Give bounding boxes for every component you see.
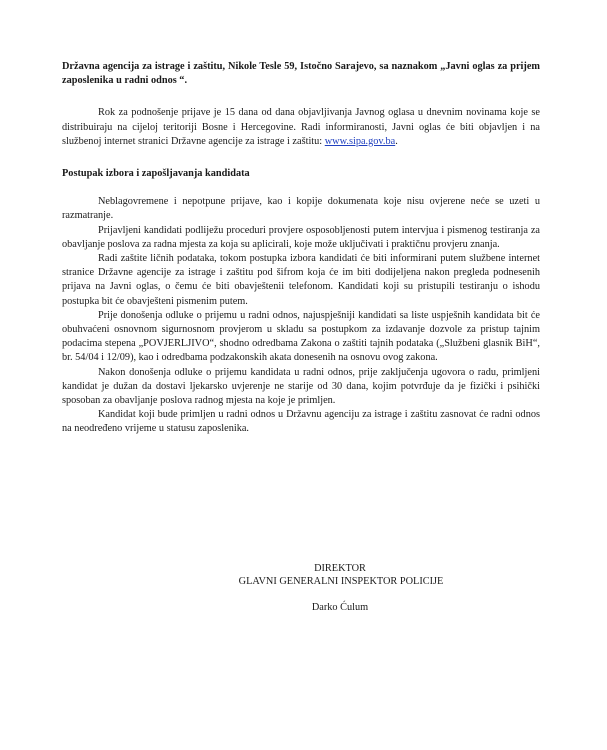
signature-subtitle: GLAVNI GENERALNI INSPEKTOR POLICIJE (238, 576, 444, 587)
deadline-paragraph (62, 106, 540, 149)
spacer (62, 181, 540, 195)
paragraph-data-protection: Radi zaštite ličnih podataka, tokom postupka izbora kandidati će biti informirani putem službene internet stranice Državne agencije za istrage i zaštitu pod šifrom koja će im biti dodijeljena nakon pregleda podnesenih prijava na Javni oglas, o čemu će biti obavještenii telefonom. Kandidati koji su pristupili testiranju o ishodu postupka bit će obavješteni pismenim putem. (62, 253, 540, 307)
agency-address-line: Državna agencija za istrage i zaštitu, Nikole Tesle 59, Istočno Sarajevo, sa naznakom „Javni oglas za prijem zaposlenika u radni odnos “. (62, 61, 540, 87)
deadline-after-link: . (395, 135, 398, 147)
paragraph-incomplete-applications: Neblagovremene i nepotpune prijave, kao i kopije dokumenata koje nisu ovjerene neće se uzeti u razmatranje. (62, 196, 540, 222)
section-heading: Postupak izbora i zapošljavanja kandidata (62, 168, 250, 180)
paragraph-medical-certificate: Nakon donošenja odluke o prijemu kandidata u radni odnos, prije zaključenja ugovora o radu, primljeni kandidat je dužan da dostavi ljekarsko uvjerenje ne starije od 30 dana, kojim potvrđuje da je fizički i psihički sposoban za obavljanje poslova radnog mjesta na koje je primljen. (62, 366, 540, 407)
spacer (62, 149, 540, 167)
sipa-website-link[interactable]: www.sipa.gov.ba (324, 135, 396, 147)
deadline-text: Rok za podnošenje prijave je 15 dana od dana objavljivanja Javnog oglasa u dnevnim novinama koje se distribuiraju na cijeloj teritoriji Bosne i Hercegovine. Radi informiranosti, Javni oglas će biti objavljen i na službenoj internet stranici Državne agencije za istrage i zaštitu: (62, 107, 540, 147)
paragraph-employment-status: Kandidat koji bude primljen u radni odnos u Državnu agenciju za istrage i zaštitu zasnovat će radni odnos na neodređeno vrijeme u statusu zaposlenika. (62, 409, 540, 435)
signature-name: Darko Ćulum (311, 602, 369, 613)
signature-title: DIREKTOR (314, 563, 366, 574)
paragraph-security-check: Prije donošenja odluke o prijemu u radni odnos, najuspješniji kandidati sa liste uspješnih kandidata bit će obuhvaćeni osnovnom sigurnosnom provjerom u skladu sa postupkom za izdavanje dozvole za pristup tajnim podacima stepena „POVJERLJIVO“, shodno odredbama Zakona o zaštiti tajnih podataka („Službeni glasnik BiH“, br. 54/04 i 12/09), kao i odredbama podzakonskih akata donesenih na osnovu ovog zakona. (62, 309, 540, 364)
spacer (62, 88, 540, 106)
paragraph-testing-procedure: Prijavljeni kandidati podliježu proceduri provjere osposobljenosti putem intervjua i pismenog testiranja za obavljanje poslova za radna mjesta za koja su aplicirali, koje može uključivati i praktičnu provjeru znanja. (62, 224, 540, 250)
